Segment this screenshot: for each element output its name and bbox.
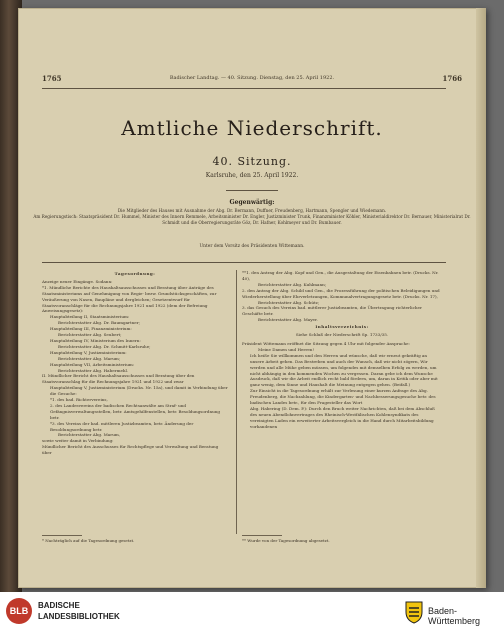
agenda-item: 3. das Gesuch des Vereins bad. mittlerer Justizbeamten, die Übertragung richterlicher Geschäfte betr. [242,305,422,317]
agenda-heading: Tagesordnung: [114,271,156,276]
agenda-item: Hauptabteilung V, Justizministerium: [50,349,127,355]
document-title: Amtliche Niederschrift. [121,116,383,140]
agenda-item: Berichterstatter Abg. Dr. Baumgartner; [58,320,141,326]
running-header [42,74,462,86]
agenda-intro: Anzeige neuer Eingänge. Sodann: [42,278,113,284]
agenda-item: Berichterstatter Abg. Marum, [58,432,121,438]
paragraph: Zur Einsicht in die Tagesordnung erhält zur Verlesung einer kurzen Anfrage des Abg. Freudenberg, die Nachzahlung, die Kindergarten- und Nachbesserungsgesuche betr. des badischen Landes betr., für den Fragesteller das Wort [250,388,436,406]
agenda-item: II. Mündlicher Bericht des Haushaltsausschusses und Beratung über den Staatsvoranschlag für die Rechnungsjahre 1921 und 1922 und zwar [42,373,195,385]
agenda-item: Berichterstatter Abg. Dr. Schmitt-Karlsruhe; [58,343,151,349]
library-name-line1: BADISCHE [38,601,80,610]
state-name: Baden-Württemberg [428,606,481,626]
present-government: Am Regierungstisch: Staatspräsident Dr. Hummel, Minister des Innern Remmele, Arbeitsminister Dr. Engler, Justizminister Trunk, Finanzminister Köhler, Ministerialdirektor Dr. Bernauer, Ministerialrat Dr. Schmidt und die Oberregierungsräte Göz, Dr. Hafner, Kohlmeyer und Dr. Bumbauer. [33,214,471,225]
footnote-rule-right [242,535,282,536]
page-number-left: 1765 [42,74,62,83]
paragraph: Abg. Habering (D. Dem. P.): Durch den Bruch weiter Nachrichten, daß bei dem Abschluß des neuen Abendlohnvertrages des Rheinisch-Westfälischen Kohlensyndikats des vereinigten Laden ein erweiterter Arbeitsvergleich in die Hand durch Mitarbeitsbildung vorhandenen [250,405,435,429]
agenda-item: Hauptabteilung II, Staatsministerium: [50,314,130,320]
left-column [42,270,228,456]
agenda-item: Berichterstatter Abg. Habermehl. [58,367,129,373]
library-name-line2: LANDESBIBLIOTHEK [38,612,120,621]
running-head-text: Badischer Landtag. — 40. Sitzung. Dienstag, den 25. April 1922. [169,75,335,81]
agenda-item: 2. den Antrag der Abg. Schild und Gen., die Prozessführung der politischen Beleidigungen und Wiederherstellung über Ehrverletzungen, Kommunalvertragungsgesetz betr. (Drucks. Nr. 17), [242,287,440,299]
agenda-item: Berichterstatter Abg. Marum; [58,355,121,361]
page-number-right: 1766 [442,74,462,83]
toc-text: Siehe Schluß der Niederschrift Sp. 1733/35. [295,332,389,338]
footnote-right: ** Wurde von der Tagesordnung abgesetzt. [242,538,330,543]
agenda-item: Mündlicher Bericht des Ausschusses für Rechtspflege und Verwaltung und Beratung über [42,444,219,456]
paragraph: Präsident Wittemann eröffnet die Sitzung gegen 4 Uhr mit folgender Ansprache: [242,340,410,346]
agenda-item: *1. des bad. Richtervereins, [50,397,108,403]
columns-top-rule [42,262,446,263]
paragraph: Ich heiße Sie willkommen und den Herren und wünsche, daß wir erneut gekräftig an unsere Arbeit gehen. Das Bestreben und auch der Wunsch, daß wir nicht zögern, Wir werden und alle Mühe geben müssen, um folgendes mit demselben Erfolg zu werden, um nicht abhängig in den kommenden Wochen zu vergessen. Daran gebe ich dem Wunsche Ausdruck, daß wir die Arbeit endlich recht bald fördern, um, daran in Kritik oder aber mit ganz wenig, dem Sinne und Haushalt die Meinung entgegen gehen. (Beifall.) [250,352,438,388]
right-column [242,270,442,430]
paragraph: Meine Damen und Herren! [258,346,315,352]
agenda-item: Hauptabteilung V, Justizministerium (Drucks. Nr. 15a), und damit in Verbindung über die Gesuche: [50,385,228,397]
blb-logo-icon: BLB [6,598,32,624]
agenda-item: sowie weiter damit in Verbindung: [42,438,114,444]
present-members: Die Mitglieder des Hauses mit Ausnahme der Abg. Dr. Bermann, Duffner, Freudenberg, Hartmann, Spengler und Wiedemann. [117,208,387,213]
present-heading: Gegenwärtig: [229,199,275,206]
agenda-item: Hauptabteilung IV, Ministerium des Innern: [50,337,141,343]
agenda-item: 2. des Landesvereins der badischen Rechtsanwälte am Straf- und Gefängnisverwaltungsstellen, betr. Amtsgehilfenstellen, betr. Besoldungsordnung betr. [50,402,220,420]
library-footer [0,592,504,632]
agenda-item: *3. des Vereins der bad. mittleren Justizbeamten, betr. Änderung der Besoldungsordnung betr. [50,420,194,432]
agenda-item: Berichterstatter Abg. Schütz; [258,299,320,305]
column-divider [236,270,237,534]
agenda-item: Hauptabteilung III, Finanzministerium: [50,326,132,332]
agenda-item: Berichterstatter Abg. Seubert; [58,332,122,338]
footnote-rule-left [42,535,82,536]
header-rule [42,88,446,89]
session-heading: 40. Sitzung. [212,155,292,168]
agenda-item: Berichterstatter Abg. Kuhlmann; [258,281,327,287]
place-date: Karlsruhe, den 25. April 1922. [205,172,299,179]
toc-heading: Inhaltsverzeichnis: [315,324,369,330]
library-name [38,600,120,622]
agenda-item: **1. den Antrag der Abg. Kopf und Gen., die Ausgestaltung der Eisenbahnen betr. (Drucks. Nr. 40), [242,270,439,281]
footnote-left: * Nachträglich auf die Tagesordnung gesetzt. [42,538,135,543]
agenda-item: *1. Mündliche Berichte des Haushaltsausschusses und Beratung über Anträge des Staatsministeriums auf Genehmigung von Regie- bezw. Grundstücksgeschäften, zur Veräußerung von Nasen, Baupläne und dergleichen; Gesetzentwurf für Staatsvoranschläge für die Rechnungsjahre 1921 und 1922 (dem der Befreiung Anweisungsgesetz): [42,284,217,314]
present-block [30,208,474,226]
baden-wuerttemberg-crest-icon [404,600,424,624]
title-rule [226,190,278,191]
chair-line: Unter dem Vorsitz des Präsidenten Wittemann. [199,244,305,249]
agenda-item: Berichterstatter Abg. Mayer. [258,317,318,323]
page-edge [476,8,486,588]
agenda-item: Hauptabteilung VII, Arbeitsministerium: [50,361,135,367]
